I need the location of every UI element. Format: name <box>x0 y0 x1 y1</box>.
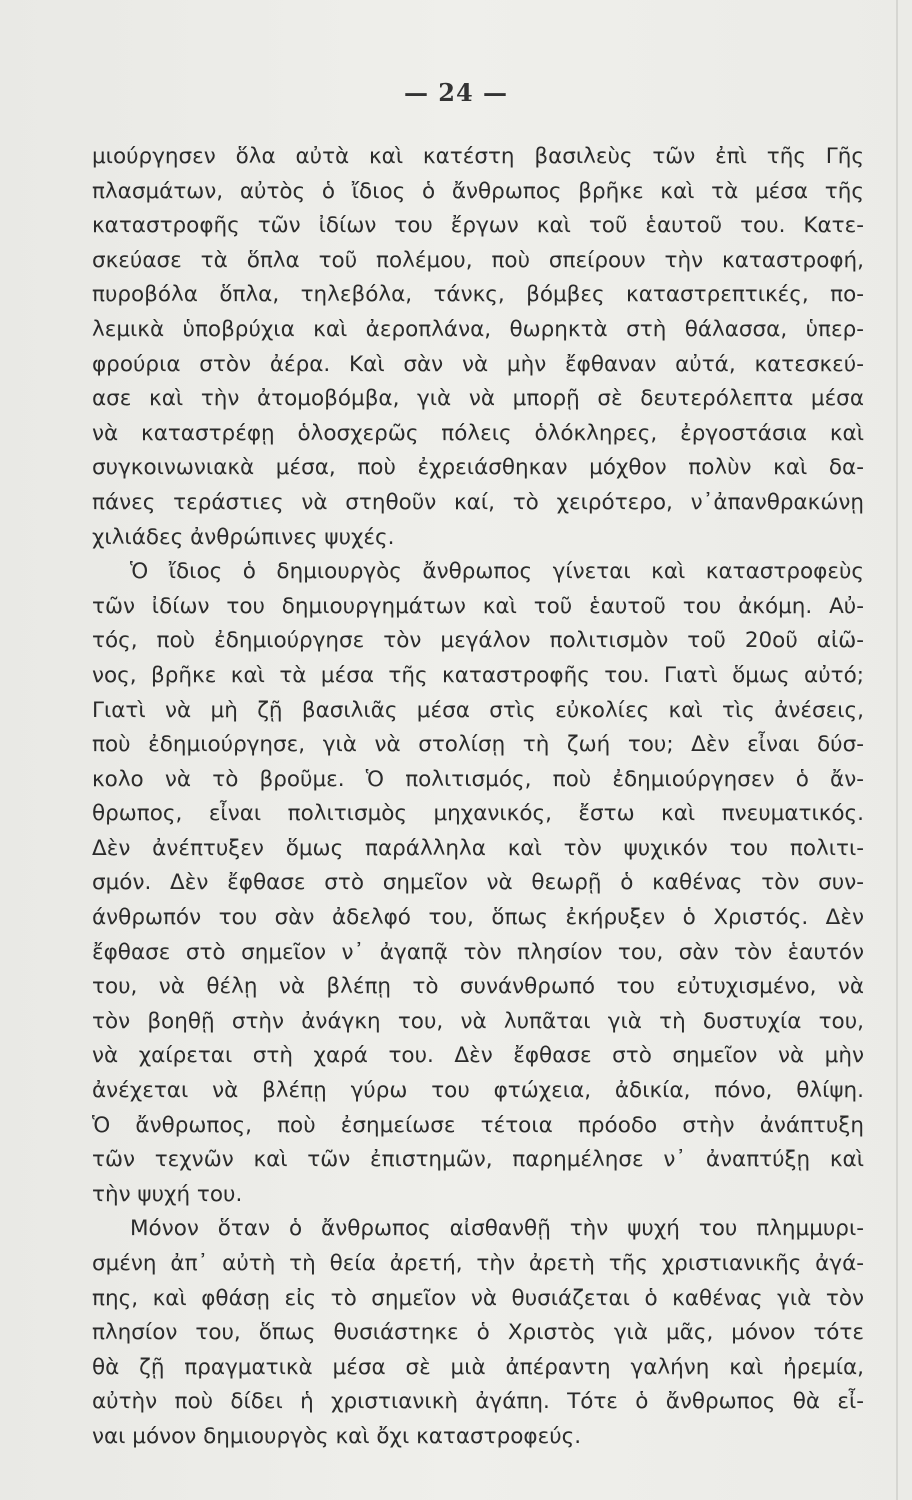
text-line: Δὲν ἀνέπτυξεν ὅμως παράλληλα καὶ τὸν ψυχικόν του πολιτι- <box>92 835 864 861</box>
text-line: θὰ ζῇ πραγματικὰ μέσα σὲ μιὰ ἀπέραντη γαλήνη καὶ ἠρεμία, <box>92 1354 864 1380</box>
text-line: τός, ποὺ ἐδημιούργησε τὸν μεγάλον πολιτισμὸν τοῦ 20οῦ αἰῶ- <box>92 628 864 654</box>
text-line: αὐτὴν ποὺ δίδει ἡ χριστιανικὴ ἀγάπη. Τότε ὁ ἄνθρωπος θὰ εἶ- <box>92 1389 864 1415</box>
text-line: πλασμάτων, αὐτὸς ὁ ἴδιος ὁ ἄνθρωπος βρῆκε καὶ τὰ μέσα τῆς <box>92 178 864 204</box>
body-text <box>92 140 864 1455</box>
text-line: χιλιάδες ἀνθρώπινες ψυχές. <box>92 524 395 550</box>
text-line: Ὁ ἴδιος ὁ δημιουργὸς ἄνθρωπος γίνεται καὶ καταστροφεὺς <box>130 559 864 585</box>
text-line: φρούρια στὸν ἀέρα. Καὶ σὰν νὰ μὴν ἔφθαναν αὐτά, κατεσκεύ- <box>92 351 864 377</box>
text-line: νὰ χαίρεται στὴ χαρά του. Δὲν ἔφθασε στὸ σημεῖον νὰ μὴν <box>92 1043 864 1069</box>
text-line: θρωπος, εἶναι πολιτισμὸς μηχανικός, ἔστω καὶ πνευματικός. <box>92 801 864 827</box>
text-line: ἔφθασε στὸ σημεῖον ν᾽ ἀγαπᾷ τὸν πλησίον του, σὰν τὸν ἑαυτόν <box>92 939 864 965</box>
text-line: πάνες τεράστιες νὰ στηθοῦν καί, τὸ χειρότερο, ν᾽ἀπανθρακώνῃ <box>92 489 864 515</box>
text-line: πλησίον του, ὅπως θυσιάστηκε ὁ Χριστὸς γιὰ μᾶς, μόνον τότε <box>92 1320 864 1346</box>
text-line: άνθρωπόν του σὰν ἀδελφό του, ὅπως ἐκήρυξεν ὁ Χριστός. Δὲν <box>92 905 864 931</box>
text-line: ποὺ ἐδημιούργησε, γιὰ νὰ στολίσῃ τὴ ζωή του; Δὲν εἶναι δύσ- <box>92 732 864 758</box>
text-line: Ὁ ἄνθρωπος, ποὺ ἐσημείωσε τέτοια πρόοδο στὴν ἀνάπτυξη <box>92 1112 864 1138</box>
text-line: συγκοινωνιακὰ μέσα, ποὺ ἐχρειάσθηκαν μόχθον πολὺν καὶ δα- <box>92 455 864 481</box>
text-line: σκεύασε τὰ ὅπλα τοῦ πολέμου, ποὺ σπείρουν τὴν καταστροφή, <box>92 247 864 273</box>
text-line: ναι μόνον δημιουργὸς καὶ ὄχι καταστροφεύς. <box>92 1423 582 1449</box>
text-line: κολο νὰ τὸ βροῦμε. Ὁ πολιτισμός, ποὺ ἐδημιούργησεν ὁ ἄν- <box>92 766 864 792</box>
text-line: Γιατὶ νὰ μὴ ζῇ βασιλιᾶς μέσα στὶς εὐκολίες καὶ τὶς ἀνέσεις, <box>92 697 864 723</box>
text-line: ασε καὶ τὴν ἀτομοβόμβα, γιὰ νὰ μπορῇ σὲ δευτερόλεπτα μέσα <box>92 386 864 412</box>
text-line: νος, βρῆκε καὶ τὰ μέσα τῆς καταστροφῆς του. Γιατὶ ὅμως αὐτό; <box>92 662 864 688</box>
text-line: μιούργησεν ὅλα αὐτὰ καὶ κατέστη βασιλεὺς τῶν ἐπὶ τῆς Γῆς <box>92 144 864 169</box>
text-line: λεμικὰ ὑποβρύχια καὶ ἀεροπλάνα, θωρηκτὰ στὴ θάλασσα, ὑπερ- <box>92 316 864 342</box>
text-line: τῶν ἰδίων του δημιουργημάτων καὶ τοῦ ἑαυτοῦ του ἀκόμη. Αὐ- <box>92 593 864 619</box>
page-edge-shadow <box>896 0 898 1500</box>
text-line: τὸν βοηθῇ στὴν ἀνάγκη του, νὰ λυπᾶται γιὰ τὴ δυστυχία του, <box>92 1008 864 1034</box>
text-line: τῶν τεχνῶν καὶ τῶν ἐπιστημῶν, παρημέλησε ν᾽ ἀναπτύξῃ καὶ <box>92 1147 864 1173</box>
text-line: πης, καὶ φθάσῃ εἰς τὸ σημεῖον νὰ θυσιάζεται ὁ καθένας γιὰ τὸν <box>92 1285 864 1311</box>
text-line: ἀνέχεται νὰ βλέπῃ γύρω του φτώχεια, ἀδικία, πόνο, θλίψη. <box>92 1078 864 1104</box>
text-line: Μόνον ὅταν ὁ ἄνθρωπος αἰσθανθῇ τὴν ψυχή του πλημμυρι- <box>130 1216 864 1242</box>
text-line: πυροβόλα ὅπλα, τηλεβόλα, τάνκς, βόμβες καταστρεπτικές, πο- <box>92 282 864 308</box>
text-line: τὴν ψυχή του. <box>92 1181 243 1207</box>
text-line: του, νὰ θέλῃ νὰ βλέπῃ τὸ συνάνθρωπό του εὐτυχισμένο, νὰ <box>92 974 864 1000</box>
text-line: νὰ καταστρέφῃ ὁλοσχερῶς πόλεις ὁλόκληρες, ἐργοστάσια καὶ <box>92 420 864 446</box>
text-line: σμόν. Δὲν ἔφθασε στὸ σημεῖον νὰ θεωρῇ ὁ καθένας τὸν συν- <box>92 870 864 896</box>
text-line: καταστροφῆς τῶν ἰδίων του ἔργων καὶ τοῦ ἑαυτοῦ του. Κατε- <box>92 213 864 239</box>
page-number: — 24 — <box>403 78 509 107</box>
text-line: σμένη ἀπ᾽ αὐτὴ τὴ θεία ἀρετή, τὴν ἀρετὴ τῆς χριστιανικῆς ἀγά- <box>92 1251 864 1276</box>
